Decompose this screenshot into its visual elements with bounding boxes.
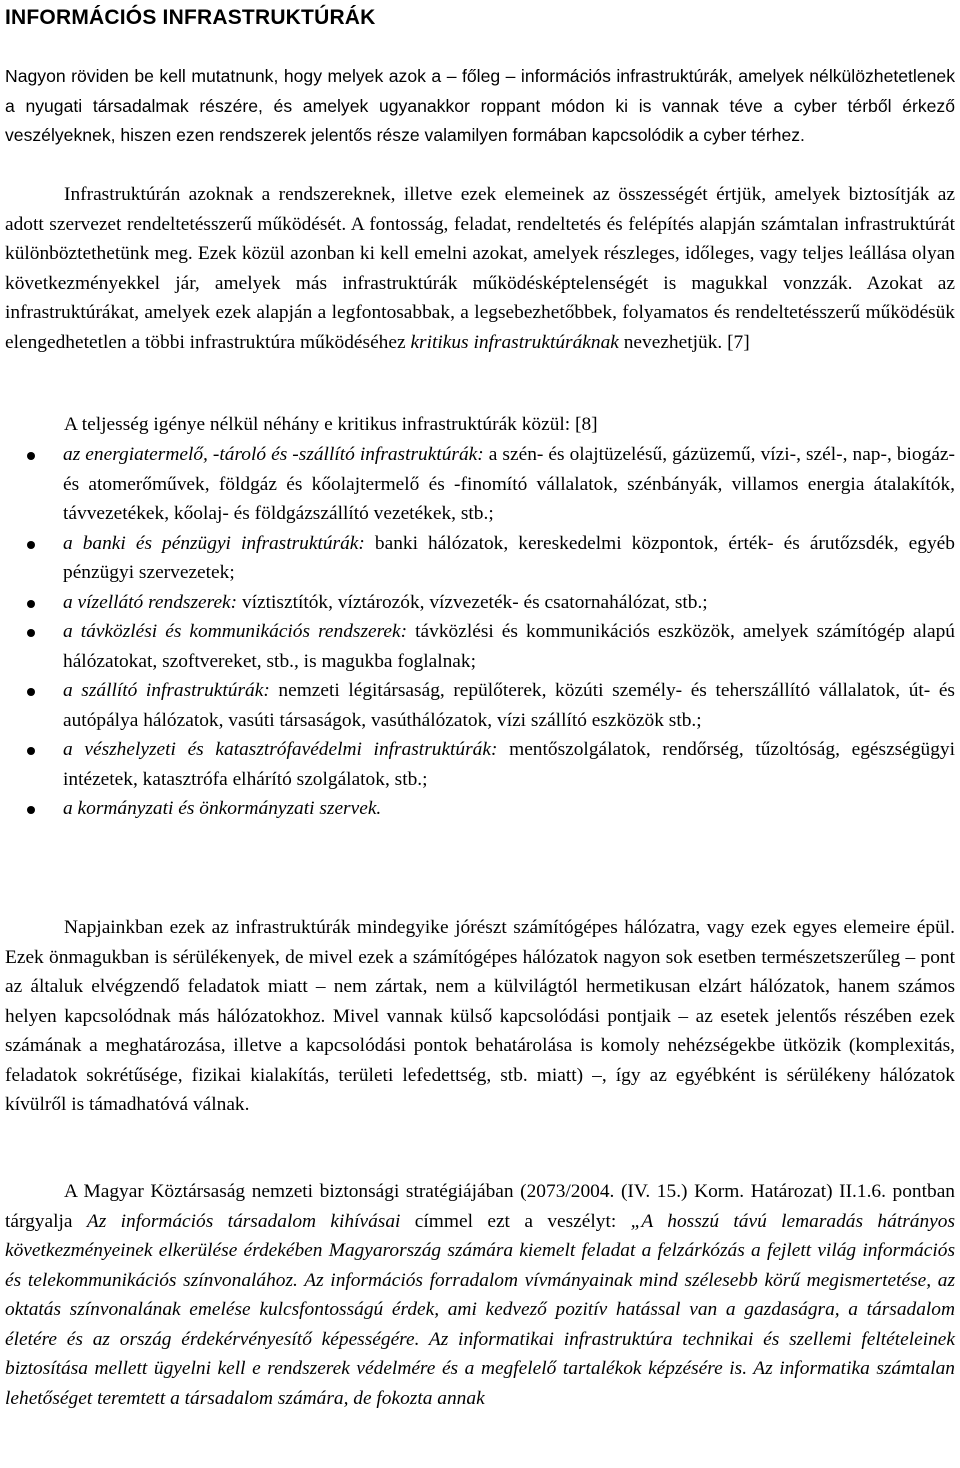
- list-item-text: banki hálózatok, kereskedelmi központok, érték- és árutőzsdék, egyéb pénzügyi szervezetek;: [63, 532, 955, 583]
- list-item-text: mentőszolgálatok, rendőrség, tűzoltóság, egészségügyi intézetek, katasztrófa elhárító szolgálatok, stb.;: [63, 739, 955, 790]
- definition-text: Infrastruktúrán azoknak a rendszereknek, illetve ezek elemeinek az összességét értjük, amelyek biztosítják az adott szervezet rendeltetésszerű működését. A fontosság, feladat, rendeltetés és felépítés alapján számtalan infrastruktúrát különböztethetünk meg. Ezek közül azonban ki kell emelni azokat, amelyek részleges, időleges, vagy teljes leállása olyan következményekkel jár, amelyek más infrastruktúrák működésképtelenségét is magukkal vonzzák. Azokat az infrastruktúrákat, amelyek ezek alapján a legfontosabbak, a legsebezhetőbbek, folyamatos és rendeltetésszerű működésük elengedhetetlen a többi infrastruktúra működéséhez: [5, 184, 955, 353]
- strategy-quote: „A hosszú távú lemaradás hátrányos következményeinek elkerülése érdekében Magyarország számára kiemelt feladat a felzárkózás a fejlett világ információs és telekommunikációs színvonalához. Az információs forradalom vívmányainak mind szélesebb körű megismertetése, az oktatás színvonalának emelése kulcsfontosságú érdek, ami kedvező pozitív hatással van a gazdaságra, a társadalom életére és az ország érdekérvényesítő képességére. Az informatikai infrastruktúra technikai és szellemi feltételeinek biztosítása mellett ügyelni kell e rendszerek védelmére és a megfelelő tartalékok képzésére is. Az informatika számtalan lehetőséget teremtett a társadalom számára, de fokozta annak: [5, 1210, 955, 1409]
- bullet-icon: [27, 600, 35, 608]
- list-item-text: nemzeti légitársaság, repülőterek, közúti személy- és teherszállító vállalatok, út- és autópálya hálózatok, vasúti társaságok, vasúthálózatok, vízi szállító eszközök stb.;: [63, 680, 955, 731]
- list-item-label: az energiatermelő, -tároló és -szállító infrastruktúrák:: [63, 444, 484, 465]
- strategy-text: A Magyar Köztársaság nemzeti biztonsági stratégiájában (2073/2004. (IV. 15.) Korm. Határozat) II.1.6. pontban tárgyalja: [5, 1181, 955, 1232]
- list-item-label: a vízellátó rendszerek:: [63, 591, 238, 613]
- list-item: [5, 588, 955, 618]
- list-item: [5, 794, 955, 824]
- strategy-paragraph: [5, 1177, 955, 1413]
- intro-paragraph: Nagyon röviden be kell mutatnunk, hogy melyek azok a – főleg – információs infrastruktúrák, amelyek nélkülözhetetlenek a nyugati társadalmak részére, és amelyek ugyanakkor roppant módon ki is vannak téve a cyber térből érkező veszélyeknek, hiszen ezen rendszerek jelentős része valamilyen formában kapcsolódik a cyber térhez.: [5, 66, 955, 145]
- list-item: [5, 440, 955, 529]
- list-item-label: a vészhelyzeti és katasztrófavédelmi infrastruktúrák:: [63, 739, 498, 760]
- bullet-icon: [27, 541, 35, 549]
- list-item: [5, 676, 955, 735]
- list-item: [5, 735, 955, 794]
- bullet-icon: [27, 629, 35, 637]
- list-item-text: a szén- és olajtüzelésű, gázüzemű, vízi-, szél-, nap-, biogáz- és atomerőművek, földgáz és kőolajtermelő és -finomító vállalatok, szénbányák, villamos energia átalakítók, távvezetékek, kőolaj- és földgázszállító vezetékek, stb.;: [63, 444, 955, 524]
- list-item-label: a szállító infrastruktúrák:: [63, 680, 270, 701]
- bullet-icon: [27, 747, 35, 755]
- list-intro-paragraph: A teljesség igénye nélkül néhány e kritikus infrastruktúrák közül: [8]: [64, 414, 598, 435]
- list-item-label: a távközlési és kommunikációs rendszerek:: [63, 621, 408, 642]
- bullet-icon: [27, 806, 35, 814]
- definition-paragraph: [5, 180, 955, 357]
- infrastructure-list: [5, 440, 955, 824]
- bullet-icon: [27, 452, 35, 460]
- page-title: INFORMÁCIÓS INFRASTRUKTÚRÁK: [5, 6, 376, 29]
- strategy-text-continued: címmel ezt a veszélyt:: [400, 1210, 631, 1232]
- list-item-text: távközlési és kommunikációs eszközök, amelyek számítógép alapú hálózatokat, szoftvereket, stb., is magukba foglalnak;: [63, 621, 955, 672]
- networks-paragraph: Napjainkban ezek az infrastruktúrák mindegyike jórészt számítógépes hálózatra, vagy ezek egyes elemeire épül. Ezek önmagukban is sérülékenyek, de mivel ezek a számítógépes hálózatok nagyon sok esetben természetszerűleg – pont az általuk elvégzendő feladatok miatt – nem zártak, nem a külvilágtól hermetikusan elzárt hálózatok, hanem számos helyen kapcsolódnak más hálózatokhoz. Mivel vannak külső kapcsolódási pontjaik – az esetek jelentős részében ezek számának a meghatározása, illetve a kapcsolódási pontok behatárolása is komoly nehézségekbe ütközik (komplexitás, feladatok sokrétűsége, fizikai kialakítás, területi lefedettség, stb. miatt) –, így az egyébként is sérülékeny hálózatok kívülről is támadhatóvá válnak.: [5, 917, 955, 1115]
- bullet-icon: [27, 688, 35, 696]
- list-item-label: a kormányzati és önkormányzati szervek.: [63, 798, 382, 819]
- definition-tail: nevezhetjük. [7]: [618, 331, 750, 353]
- strategy-title: Az információs társadalom kihívásai: [86, 1210, 401, 1232]
- list-item: [5, 617, 955, 676]
- list-item-label: a banki és pénzügyi infrastruktúrák:: [63, 532, 365, 554]
- list-item-text: víztisztítók, víztározók, vízvezeték- és csatornahálózat, stb.;: [237, 591, 708, 613]
- definition-term: kritikus infrastruktúráknak: [410, 331, 619, 353]
- list-item: [5, 529, 955, 588]
